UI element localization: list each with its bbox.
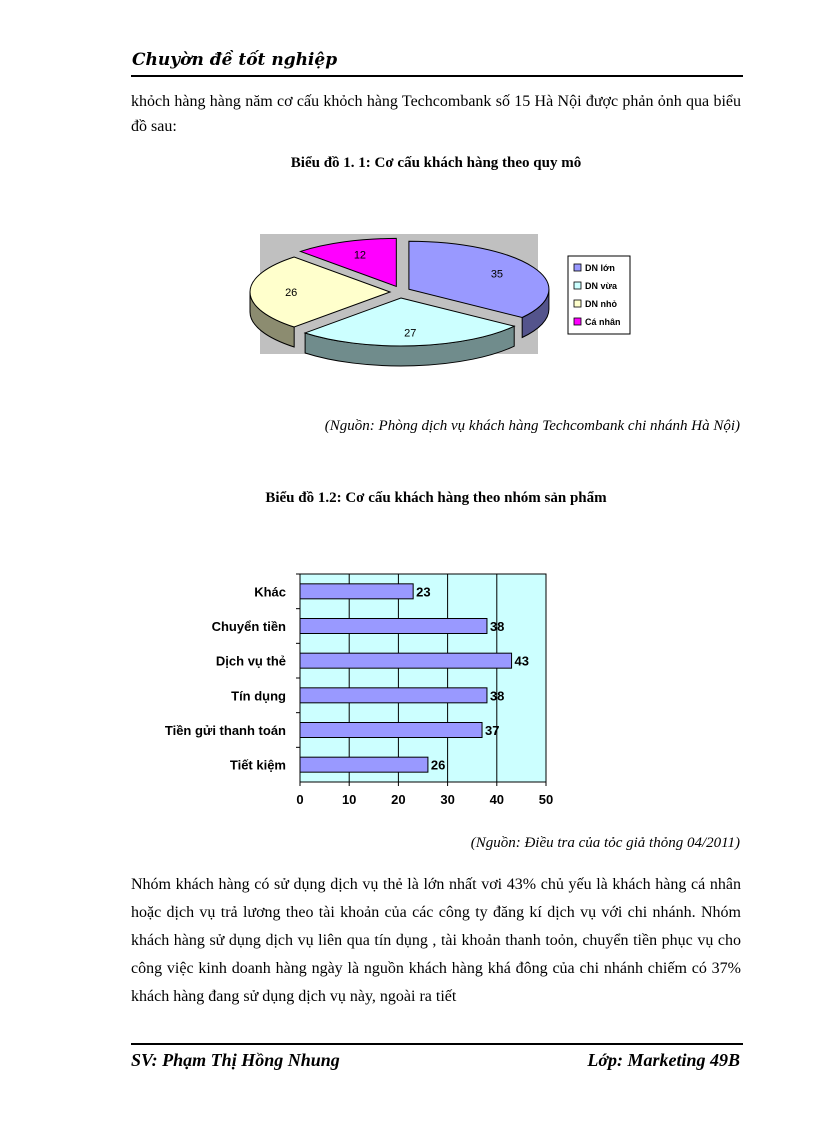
bar-value-label: 43 bbox=[514, 653, 530, 669]
x-tick-label: 40 bbox=[489, 792, 505, 807]
intro-paragraph: khỏch hàng hàng năm cơ cấu khỏch hàng Techcombank số 15 Hà Nội được phản ỏnh qua biểu đồ sau: bbox=[131, 93, 741, 135]
category-label: Khác bbox=[254, 584, 286, 600]
bar-value-label: 38 bbox=[489, 688, 505, 704]
bar-value-label: 26 bbox=[430, 757, 446, 773]
legend-label: DN nhỏ bbox=[585, 299, 617, 309]
bar bbox=[300, 723, 482, 738]
bar bbox=[300, 653, 512, 668]
x-tick-label: 0 bbox=[296, 792, 304, 807]
x-tick-label: 30 bbox=[440, 792, 455, 807]
x-tick-label: 50 bbox=[538, 792, 554, 807]
pie-value-label: 27 bbox=[404, 327, 417, 340]
footer-class: Lớp: Marketing 49B bbox=[587, 1050, 740, 1070]
footer-student: SV: Phạm Thị Hồng Nhung bbox=[131, 1050, 340, 1070]
legend-label: DN lớn bbox=[585, 263, 615, 273]
bar bbox=[300, 584, 413, 599]
bar-plot-area bbox=[300, 574, 546, 782]
chart2-source: (Nguồn: Điều tra của tỏc giả thỏng 04/2011) bbox=[470, 835, 740, 851]
bar bbox=[300, 688, 487, 703]
category-label: Tiền gửi thanh toán bbox=[164, 723, 286, 738]
category-label: Tín dụng bbox=[231, 688, 286, 704]
bar-value-label: 37 bbox=[485, 723, 500, 738]
legend-label: Cá nhân bbox=[585, 317, 621, 327]
legend-swatch bbox=[574, 318, 581, 325]
bar bbox=[300, 757, 428, 772]
x-tick-label: 20 bbox=[391, 792, 406, 807]
footer-rule bbox=[131, 1043, 743, 1045]
pie-value-label: 35 bbox=[490, 268, 504, 281]
legend-swatch bbox=[574, 264, 581, 271]
pie-chart bbox=[230, 220, 650, 370]
legend-swatch bbox=[574, 300, 581, 307]
bar-value-label: 38 bbox=[489, 619, 505, 634]
legend-label: DN vừa bbox=[585, 281, 618, 291]
legend-swatch bbox=[574, 282, 581, 289]
bar-value-label: 23 bbox=[416, 584, 431, 600]
bar-chart bbox=[130, 560, 570, 820]
category-label: Chuyển tiền bbox=[211, 619, 286, 634]
chart1-title: Biểu đồ 1. 1: Cơ cấu khách hàng theo quy mô bbox=[290, 155, 582, 171]
x-tick-label: 10 bbox=[341, 792, 357, 807]
bar bbox=[300, 619, 487, 634]
category-label: Dịch vụ thẻ bbox=[215, 653, 286, 669]
pie-value-label: 26 bbox=[285, 287, 298, 299]
chart1-source: (Nguồn: Phòng dịch vụ khách hàng Techcombank chi nhánh Hà Nội) bbox=[324, 418, 740, 434]
category-label: Tiết kiệm bbox=[229, 757, 286, 773]
header-rule bbox=[131, 75, 743, 77]
pie-value-label: 12 bbox=[353, 249, 367, 262]
body-paragraph: Nhóm khách hàng có sử dụng dịch vụ thẻ là lớn nhất vơi 43% chủ yếu là khách hàng cá nhân hoặc dịch vụ trả lương theo tài khoản của các công ty đăng kí dịch vụ với chi nhánh. Nhóm khách hàng sử dụng dịch vụ liên qua tín dụng , tài khoản thanh toỏn, chuyển tiền phục vụ cho công việc kinh doanh hàng ngày là nguồn khách hàng khá đông của chi nhánh chiếm có 37% khách hàng đang sử dụng dịch vụ này, ngoài ra tiết bbox=[131, 876, 741, 1005]
chart2-title: Biểu đồ 1.2: Cơ cấu khách hàng theo nhóm sản phẩm bbox=[265, 490, 607, 506]
page-header-title: Chuyờn đề tốt nghiệp bbox=[132, 50, 338, 70]
